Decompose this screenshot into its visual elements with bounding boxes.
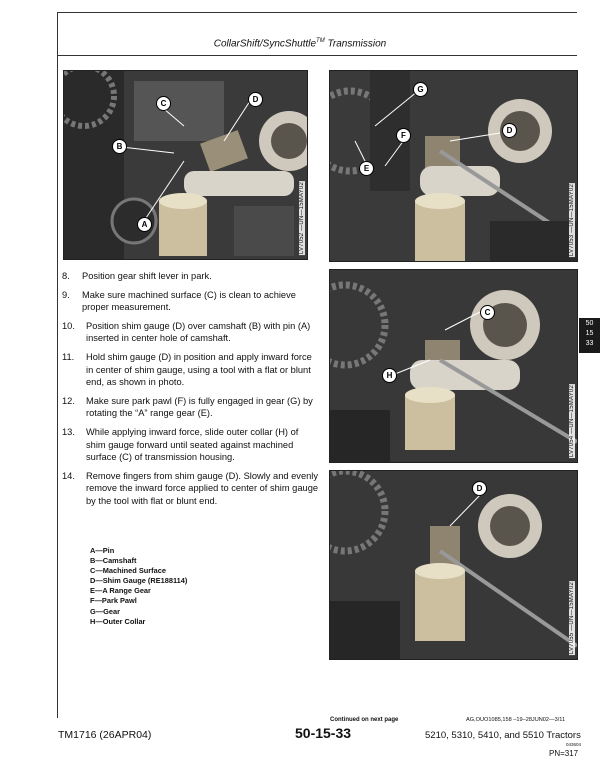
legend-item: C—Machined Surface (90, 566, 166, 576)
tab-line: 15 (585, 330, 594, 337)
continued-note: Continued on next page (330, 717, 399, 723)
header-title-suffix: Transmission (324, 38, 387, 50)
legend-item: H—Outer Collar (90, 616, 146, 626)
legend-item: F—Park Pawl (90, 596, 137, 606)
legend-item: D—Shim Gauge (RE188114) (90, 576, 188, 586)
photo-lv7055 (329, 470, 578, 660)
callout-h: H (382, 368, 397, 383)
step-number: 12. (62, 395, 75, 406)
step-item (64, 351, 320, 389)
step-number: 13. (62, 426, 75, 437)
step-text: Remove fingers from shim gauge (D). Slowly and evenly remove the inward force applied to center of shim gauge by the tool with flat or blunt end. (86, 470, 319, 506)
photo-illustration (64, 71, 307, 259)
step-text: While applying inward force, slide outer collar (H) of shim gauge forward until seated against machined surface (C) of transmission housing. (86, 426, 299, 463)
manual-number: TM1716 (26APR04) (58, 729, 152, 741)
callout-f: F (396, 128, 411, 143)
frame-left-rule (57, 12, 58, 718)
step-number: 10. (62, 320, 75, 331)
tab-line: 33 (585, 340, 594, 347)
page-pn: PN=317 (549, 749, 579, 758)
photo-illustration (330, 270, 577, 462)
callout-e: E (359, 161, 374, 176)
step-text: Position shim gauge (D) over camshaft (B) with pin (A) inserted in center hole of camshaft. (86, 320, 311, 344)
step-item (64, 470, 320, 508)
header-rule (57, 55, 577, 56)
callout-b: B (112, 139, 127, 154)
header-title-text: CollarShift/SyncShuttle (213, 38, 317, 50)
step-number: 8. (62, 271, 70, 281)
step-text: Hold shim gauge (D) in position and apply inward force in center of shim gauge, using a tool with a flat or blunt end, as shown in photo. (86, 351, 312, 388)
section-tab (579, 318, 600, 353)
callout-d: D (472, 481, 487, 496)
legend-item: G—Gear (90, 606, 120, 616)
step-item (64, 270, 320, 283)
step-number: 11. (62, 351, 75, 362)
callout-g: G (413, 82, 428, 97)
legend-item: E—A Range Gear (90, 586, 151, 596)
step-number: 9. (62, 289, 70, 300)
page-number: 50-15-33 (295, 725, 352, 741)
callout-d: D (502, 123, 517, 138)
step-item (64, 320, 320, 345)
photo-code: LV7055 —UN—15MAY02 (569, 581, 575, 654)
step-item (64, 426, 320, 464)
parts-legend (90, 546, 187, 627)
tab-line: 50 (585, 320, 594, 327)
step-text: Make sure machined surface (C) is clean to achieve proper measurement. (82, 289, 296, 313)
photo-illustration (330, 471, 577, 659)
photo-code: LV7054 —UN—15MAY02 (569, 384, 575, 457)
callout-c: C (480, 305, 495, 320)
callout-d: D (248, 92, 263, 107)
photo-lv7054 (329, 269, 578, 463)
frame-top-rule (57, 12, 577, 13)
photo-code: LV7052 —UN—15MAY02 (299, 181, 305, 254)
page-header-title (0, 38, 600, 49)
callout-c: C (156, 96, 171, 111)
step-text: Make sure park pawl (F) is fully engaged in gear (G) by rotating the “A” range gear (E). (86, 395, 313, 419)
tractor-models: 5210, 5310, 5410, and 5510 Tractors (425, 730, 581, 741)
legend-item: B—Camshaft (90, 556, 137, 566)
footer-small-code: 043604 (566, 742, 582, 747)
step-text: Position gear shift lever in park. (82, 271, 212, 281)
step-item (64, 289, 320, 314)
legend-item: A—Pin (90, 546, 115, 555)
photo-lv7053 (329, 70, 578, 262)
callout-a: A (137, 217, 152, 232)
photo-lv7052 (63, 70, 308, 260)
step-item (64, 395, 320, 420)
step-number: 14. (62, 470, 75, 481)
photo-code: LV7053 —UN—15MAY02 (569, 183, 575, 256)
procedure-steps (64, 270, 320, 514)
trademark-mark: TM (316, 38, 325, 44)
ag-code: AG,OUO1085,158 –19–28JUN02—3/11 (466, 717, 566, 723)
